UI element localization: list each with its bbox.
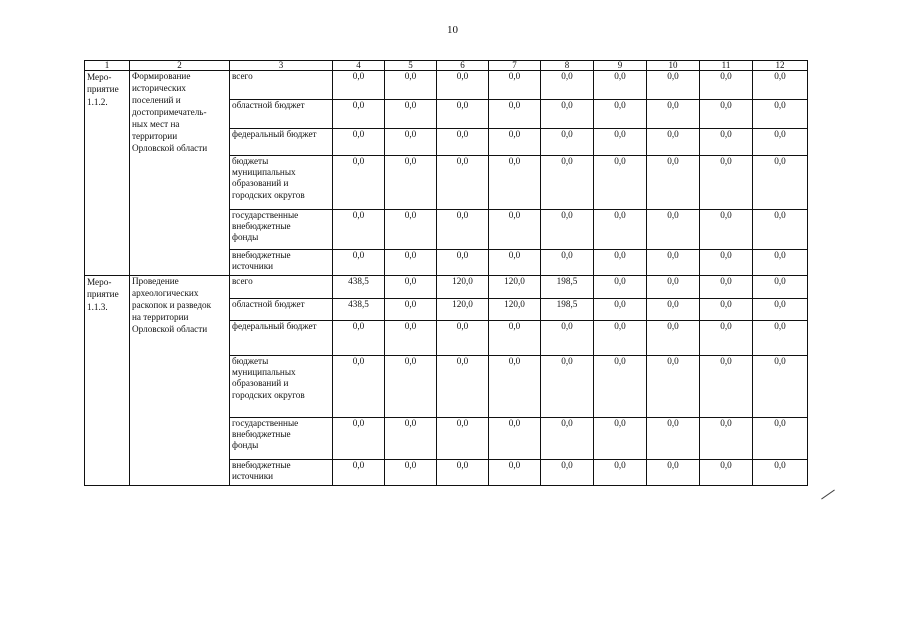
amount-cell: 0,0 bbox=[333, 129, 385, 156]
amount-cell: 0,0 bbox=[333, 321, 385, 356]
activity-name bbox=[130, 276, 230, 486]
amount-cell: 0,0 bbox=[700, 276, 753, 299]
amount-cell: 0,0 bbox=[437, 321, 489, 356]
text-line: областной бюджет bbox=[232, 299, 305, 309]
amount-cell: 0,0 bbox=[753, 276, 808, 299]
amount-cell: 0,0 bbox=[541, 418, 594, 460]
amount-cell: 0,0 bbox=[647, 210, 700, 250]
text-line: достопримечатель- bbox=[132, 106, 207, 117]
amount-cell: 0,0 bbox=[541, 460, 594, 486]
amount-cell: 120,0 bbox=[437, 276, 489, 299]
text-line: муниципальных bbox=[232, 167, 296, 178]
table-body bbox=[85, 71, 808, 486]
amount-cell: 0,0 bbox=[700, 210, 753, 250]
amount-cell: 0,0 bbox=[594, 210, 647, 250]
amount-cell: 0,0 bbox=[700, 321, 753, 356]
amount-cell: 0,0 bbox=[647, 71, 700, 100]
amount-cell: 0,0 bbox=[541, 210, 594, 250]
amount-cell: 0,0 bbox=[594, 321, 647, 356]
column-number-row bbox=[85, 61, 808, 71]
column-number: 12 bbox=[753, 61, 808, 71]
text-line: поселений и bbox=[132, 94, 181, 105]
amount-cell: 0,0 bbox=[333, 250, 385, 276]
amount-cell: 0,0 bbox=[753, 321, 808, 356]
text-line: фонды bbox=[232, 232, 259, 243]
amount-cell: 0,0 bbox=[753, 418, 808, 460]
funding-source bbox=[230, 100, 333, 129]
amount-cell: 0,0 bbox=[541, 321, 594, 356]
text-line: Формирование bbox=[132, 71, 191, 81]
text-line: всего bbox=[232, 276, 253, 286]
amount-cell: 0,0 bbox=[647, 356, 700, 418]
funding-source bbox=[230, 460, 333, 486]
amount-cell: 0,0 bbox=[385, 321, 437, 356]
text-line: 1.1.3. bbox=[87, 301, 108, 312]
text-line: Проведение bbox=[132, 276, 179, 286]
amount-cell: 0,0 bbox=[489, 100, 541, 129]
text-line: источники bbox=[232, 471, 274, 482]
amount-cell: 0,0 bbox=[647, 129, 700, 156]
amount-cell: 0,0 bbox=[385, 71, 437, 100]
funding-source bbox=[230, 210, 333, 250]
amount-cell: 0,0 bbox=[541, 250, 594, 276]
text-line: на территории bbox=[132, 311, 189, 322]
amount-cell: 0,0 bbox=[700, 299, 753, 321]
column-number: 4 bbox=[333, 61, 385, 71]
funding-source bbox=[230, 321, 333, 356]
amount-cell: 0,0 bbox=[647, 299, 700, 321]
amount-cell: 0,0 bbox=[437, 156, 489, 210]
amount-cell: 0,0 bbox=[594, 460, 647, 486]
funding-source bbox=[230, 156, 333, 210]
text-line: городских округов bbox=[232, 189, 305, 200]
funding-source bbox=[230, 418, 333, 460]
table-row bbox=[85, 71, 808, 100]
amount-cell: 0,0 bbox=[647, 276, 700, 299]
amount-cell: 0,0 bbox=[594, 299, 647, 321]
funding-source bbox=[230, 129, 333, 156]
amount-cell: 0,0 bbox=[333, 156, 385, 210]
column-number: 2 bbox=[130, 61, 230, 71]
amount-cell: 0,0 bbox=[333, 71, 385, 100]
amount-cell: 0,0 bbox=[489, 321, 541, 356]
amount-cell: 0,0 bbox=[647, 156, 700, 210]
text-line: приятие bbox=[87, 84, 119, 95]
column-number: 5 bbox=[385, 61, 437, 71]
column-number: 6 bbox=[437, 61, 489, 71]
amount-cell: 0,0 bbox=[437, 100, 489, 129]
amount-cell: 0,0 bbox=[541, 356, 594, 418]
amount-cell: 0,0 bbox=[385, 276, 437, 299]
amount-cell: 0,0 bbox=[753, 100, 808, 129]
amount-cell: 0,0 bbox=[385, 356, 437, 418]
amount-cell: 0,0 bbox=[700, 418, 753, 460]
amount-cell: 0,0 bbox=[333, 210, 385, 250]
text-line: внебюджетные bbox=[232, 429, 291, 440]
activity-code bbox=[85, 71, 130, 276]
funding-source bbox=[230, 250, 333, 276]
amount-cell: 0,0 bbox=[594, 276, 647, 299]
amount-cell: 0,0 bbox=[541, 156, 594, 210]
column-number: 1 bbox=[85, 61, 130, 71]
text-line: внебюджетные bbox=[232, 221, 291, 232]
column-number: 8 bbox=[541, 61, 594, 71]
amount-cell: 0,0 bbox=[594, 356, 647, 418]
amount-cell: 438,5 bbox=[333, 276, 385, 299]
text-line: приятие bbox=[87, 289, 119, 300]
text-line: областной бюджет bbox=[232, 100, 305, 110]
pen-mark bbox=[821, 490, 835, 500]
amount-cell: 0,0 bbox=[437, 71, 489, 100]
amount-cell: 0,0 bbox=[489, 210, 541, 250]
amount-cell: 0,0 bbox=[333, 418, 385, 460]
amount-cell: 0,0 bbox=[437, 418, 489, 460]
column-number: 7 bbox=[489, 61, 541, 71]
amount-cell: 0,0 bbox=[753, 129, 808, 156]
text-line: образований и bbox=[232, 178, 289, 189]
amount-cell: 0,0 bbox=[333, 100, 385, 129]
funding-source bbox=[230, 356, 333, 418]
amount-cell: 120,0 bbox=[437, 299, 489, 321]
text-line: государственные bbox=[232, 210, 299, 220]
text-line: Орловской области bbox=[132, 142, 208, 153]
amount-cell: 120,0 bbox=[489, 299, 541, 321]
amount-cell: 0,0 bbox=[700, 71, 753, 100]
amount-cell: 0,0 bbox=[753, 156, 808, 210]
amount-cell: 0,0 bbox=[489, 356, 541, 418]
budget-table bbox=[84, 60, 808, 486]
amount-cell: 0,0 bbox=[700, 250, 753, 276]
amount-cell: 0,0 bbox=[594, 250, 647, 276]
amount-cell: 0,0 bbox=[385, 250, 437, 276]
text-line: исторических bbox=[132, 82, 186, 93]
amount-cell: 0,0 bbox=[489, 460, 541, 486]
amount-cell: 0,0 bbox=[700, 129, 753, 156]
text-line: всего bbox=[232, 71, 253, 81]
activity-name bbox=[130, 71, 230, 276]
column-number: 10 bbox=[647, 61, 700, 71]
amount-cell: 0,0 bbox=[594, 100, 647, 129]
text-line: источники bbox=[232, 261, 274, 272]
amount-cell: 0,0 bbox=[437, 210, 489, 250]
amount-cell: 0,0 bbox=[753, 71, 808, 100]
funding-source bbox=[230, 71, 333, 100]
amount-cell: 0,0 bbox=[753, 356, 808, 418]
amount-cell: 0,0 bbox=[541, 71, 594, 100]
text-line: раскопок и разведок bbox=[132, 299, 212, 310]
text-line: Меро- bbox=[87, 72, 112, 82]
amount-cell: 0,0 bbox=[700, 100, 753, 129]
amount-cell: 198,5 bbox=[541, 276, 594, 299]
text-line: государственные bbox=[232, 418, 299, 428]
amount-cell: 0,0 bbox=[489, 129, 541, 156]
text-line: Орловской области bbox=[132, 323, 208, 334]
text-line: 1.1.2. bbox=[87, 96, 108, 107]
text-line: археологических bbox=[132, 287, 199, 298]
amount-cell: 0,0 bbox=[385, 156, 437, 210]
text-line: внебюджетные bbox=[232, 460, 291, 470]
activity-code bbox=[85, 276, 130, 486]
amount-cell: 0,0 bbox=[385, 418, 437, 460]
text-line: территории bbox=[132, 130, 178, 141]
amount-cell: 0,0 bbox=[437, 356, 489, 418]
text-line: федеральный бюджет bbox=[232, 129, 317, 139]
amount-cell: 0,0 bbox=[437, 250, 489, 276]
amount-cell: 0,0 bbox=[489, 71, 541, 100]
amount-cell: 0,0 bbox=[594, 71, 647, 100]
amount-cell: 0,0 bbox=[489, 418, 541, 460]
amount-cell: 0,0 bbox=[594, 418, 647, 460]
amount-cell: 0,0 bbox=[700, 460, 753, 486]
amount-cell: 0,0 bbox=[594, 129, 647, 156]
amount-cell: 0,0 bbox=[753, 460, 808, 486]
amount-cell: 0,0 bbox=[333, 356, 385, 418]
amount-cell: 0,0 bbox=[700, 356, 753, 418]
text-line: фонды bbox=[232, 440, 259, 451]
amount-cell: 0,0 bbox=[385, 299, 437, 321]
amount-cell: 0,0 bbox=[333, 460, 385, 486]
amount-cell: 438,5 bbox=[333, 299, 385, 321]
amount-cell: 120,0 bbox=[489, 276, 541, 299]
funding-source bbox=[230, 299, 333, 321]
amount-cell: 0,0 bbox=[594, 156, 647, 210]
amount-cell: 0,0 bbox=[385, 129, 437, 156]
amount-cell: 0,0 bbox=[647, 321, 700, 356]
funding-source bbox=[230, 276, 333, 299]
amount-cell: 0,0 bbox=[489, 250, 541, 276]
amount-cell: 0,0 bbox=[647, 418, 700, 460]
amount-cell: 0,0 bbox=[753, 299, 808, 321]
text-line: образований и bbox=[232, 378, 289, 389]
amount-cell: 0,0 bbox=[385, 100, 437, 129]
text-line: федеральный бюджет bbox=[232, 321, 317, 331]
column-number: 9 bbox=[594, 61, 647, 71]
table-row bbox=[85, 276, 808, 299]
amount-cell: 0,0 bbox=[385, 210, 437, 250]
amount-cell: 0,0 bbox=[437, 129, 489, 156]
column-number: 3 bbox=[230, 61, 333, 71]
text-line: внебюджетные bbox=[232, 250, 291, 260]
text-line: городских округов bbox=[232, 389, 305, 400]
column-number: 11 bbox=[700, 61, 753, 71]
text-line: бюджеты bbox=[232, 356, 269, 366]
amount-cell: 0,0 bbox=[385, 460, 437, 486]
amount-cell: 0,0 bbox=[437, 460, 489, 486]
amount-cell: 0,0 bbox=[753, 250, 808, 276]
text-line: Меро- bbox=[87, 277, 112, 287]
amount-cell: 0,0 bbox=[541, 129, 594, 156]
page-number: 10 bbox=[447, 24, 458, 36]
amount-cell: 0,0 bbox=[647, 100, 700, 129]
amount-cell: 0,0 bbox=[700, 156, 753, 210]
amount-cell: 0,0 bbox=[489, 156, 541, 210]
amount-cell: 0,0 bbox=[753, 210, 808, 250]
text-line: ных мест на bbox=[132, 118, 180, 129]
text-line: муниципальных bbox=[232, 367, 296, 378]
amount-cell: 0,0 bbox=[647, 250, 700, 276]
amount-cell: 0,0 bbox=[647, 460, 700, 486]
amount-cell: 198,5 bbox=[541, 299, 594, 321]
amount-cell: 0,0 bbox=[541, 100, 594, 129]
text-line: бюджеты bbox=[232, 156, 269, 166]
